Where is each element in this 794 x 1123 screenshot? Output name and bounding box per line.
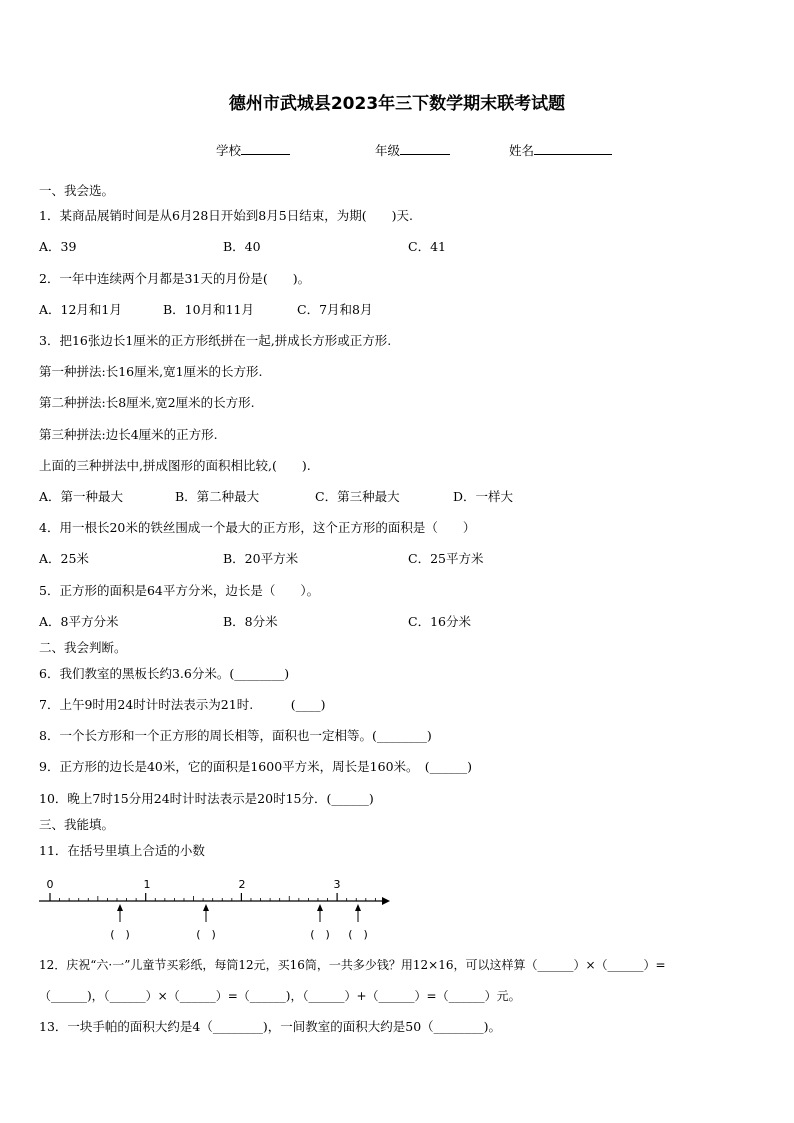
q1-option-c[interactable]: C．41 <box>408 239 446 254</box>
name-blank[interactable] <box>534 141 612 155</box>
q4-option-a[interactable]: A．25米 <box>39 551 89 566</box>
tick-label-1: 1 <box>143 878 151 891</box>
question-2: 2．一年中连续两个月都是31天的月份是( )。 <box>39 271 311 286</box>
answer-bracket-2: ( ) <box>196 928 216 941</box>
q3-option-a[interactable]: A．第一种最大 <box>39 489 124 504</box>
question-8: 8．一个长方形和一个正方形的周长相等，面积也一定相等。(________) <box>39 728 432 743</box>
q3-option-b[interactable]: B．第二种最大 <box>175 489 260 504</box>
school-field[interactable] <box>216 141 290 159</box>
question-10: 10．晚上7时15分用24时计时法表示是20时15分．(______) <box>39 791 374 806</box>
question-12-line-1: 12．庆祝“六·一”儿童节买彩纸，每筒12元，买16筒，一共多少钱？用12×16，可以这样算（______）×（______）= <box>39 958 666 972</box>
page-title: 德州市武城县2023年三下数学期末联考试题 <box>228 94 566 114</box>
q4-option-c[interactable]: C．25平方米 <box>408 551 484 566</box>
q2-option-c[interactable]: C．7月和8月 <box>297 302 373 317</box>
question-1: 1．某商品展销时间是从6月28日开始到8月5日结束，为期( )天. <box>39 208 413 223</box>
q5-option-b[interactable]: B．8分米 <box>223 614 278 629</box>
section-heading-choose: 一、我会选。 <box>39 183 115 198</box>
answer-bracket-1: ( ) <box>110 928 130 941</box>
section-heading-fill: 三、我能填。 <box>39 817 115 832</box>
arrow-4 <box>355 904 361 922</box>
q3-method-2: 第二种拼法:长8厘米,宽2厘米的长方形. <box>39 395 255 410</box>
tick-label-2: 2 <box>238 878 246 891</box>
q3-option-c[interactable]: C．第三种最大 <box>315 489 400 504</box>
question-3: 3．把16张边长1厘米的正方形纸拼在一起,拼成长方形或正方形. <box>39 333 392 348</box>
q4-option-b[interactable]: B．20平方米 <box>223 551 299 566</box>
number-line <box>34 870 394 942</box>
q2-option-b[interactable]: B．10月和11月 <box>163 302 254 317</box>
grade-field[interactable] <box>375 141 450 159</box>
answer-bracket-4: ( ) <box>348 928 368 941</box>
q3-ask: 上面的三种拼法中,拼成图形的面积相比较,( ). <box>39 458 311 473</box>
arrow-3 <box>317 904 323 922</box>
question-5: 5．正方形的面积是64平方分米，边长是（ ）。 <box>39 583 320 598</box>
question-7: 7．上午9时用24时计时法表示为21时. (____) <box>39 697 326 712</box>
q3-method-3: 第三种拼法:边长4厘米的正方形. <box>39 427 218 442</box>
q2-option-a[interactable]: A．12月和1月 <box>39 302 122 317</box>
q5-option-c[interactable]: C．16分米 <box>408 614 471 629</box>
question-13: 13．一块手帕的面积大约是4（________)，一间教室的面积大约是50（________)。 <box>39 1019 502 1034</box>
q1-option-b[interactable]: B．40 <box>223 239 261 254</box>
q5-option-a[interactable]: A．8平方分米 <box>39 614 119 629</box>
question-11: 11．在括号里填上合适的小数 <box>39 843 205 858</box>
arrow-2 <box>203 904 209 922</box>
name-label: 姓名 <box>509 143 535 158</box>
tick-label-3: 3 <box>333 878 341 891</box>
school-blank[interactable] <box>241 141 290 155</box>
answer-bracket-3: ( ) <box>310 928 330 941</box>
q1-option-a[interactable]: A．39 <box>39 239 77 254</box>
question-12-line-2: （______)，（______）×（______）=（______)，（______）+（______）=（______）元。 <box>39 989 521 1003</box>
question-9: 9．正方形的边长是40米，它的面积是1600平方米，周长是160米。 (______) <box>39 759 473 774</box>
section-heading-judge: 二、我会判断。 <box>39 640 127 655</box>
q3-method-1: 第一种拼法:长16厘米,宽1厘米的长方形. <box>39 364 263 379</box>
question-6: 6．我们教室的黑板长约3.6分米。(________) <box>39 666 290 681</box>
question-4: 4．用一根长20米的铁丝围成一个最大的正方形，这个正方形的面积是（ ） <box>39 520 476 535</box>
arrow-1 <box>117 904 123 922</box>
grade-label: 年级 <box>375 143 401 158</box>
grade-blank[interactable] <box>400 141 450 155</box>
name-field[interactable] <box>509 141 612 159</box>
q3-option-d[interactable]: D．一样大 <box>453 489 514 504</box>
tick-label-0: 0 <box>46 878 54 891</box>
school-label: 学校 <box>216 143 242 158</box>
